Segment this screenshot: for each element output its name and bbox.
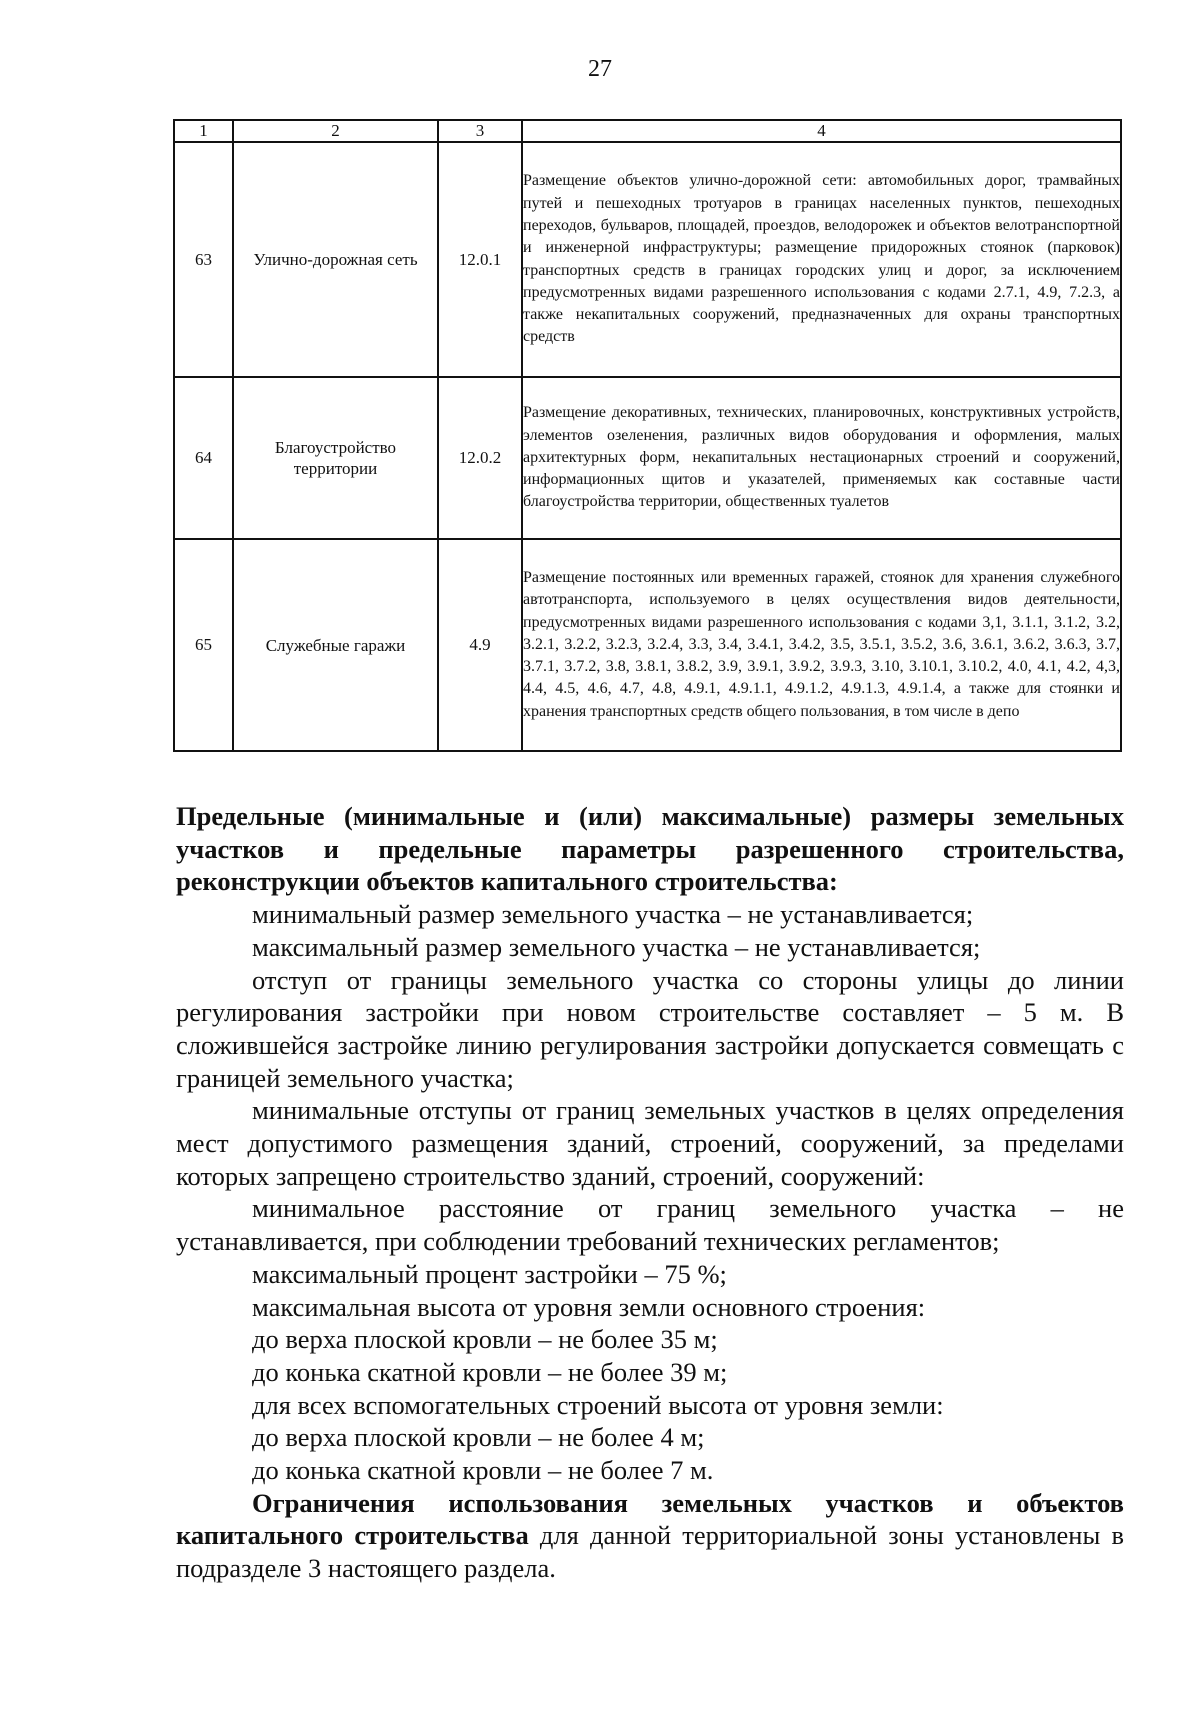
use-type-description: Размещение постоянных или временных гаражей, стоянок для хранения служебного автотранспорта, используемого в целях осуществления видов деятельности, предусмотренных видами разрешенного использования с кодами 3,1, 3.1.1, 3.1.2, 3.2, 3.2.1, 3.2.2, 3.2.3, 3.2.4, 3.3, 3.4, 3.4.1, 3.4.2, 3.5, 3.5.1, 3.5.2, 3.6, 3.6.1, 3.6.2, 3.6.3, 3.7, 3.7.1, 3.7.2, 3.8, 3.8.1, 3.8.2, 3.9, 3.9.1, 3.9.2, 3.9.3, 3.10, 3.10.1, 3.10.2, 4.0, 4.1, 4.2, 4,3, 4.4, 4.5, 4.6, 4.7, 4.8, 4.9.1, 4.9.1.1, 4.9.1.2, 4.9.1.3, 4.9.1.4, а также для стоянки и хранения транспортных средств общего пользования, в том числе в депо — [522, 539, 1121, 751]
paragraph: для всех вспомогательных строений высота от уровня земли: — [252, 1389, 944, 1420]
paragraph: минимальный размер земельного участка – не устанавливается; — [252, 899, 974, 930]
paragraph: минимальное расстояние от границ земельного участка – не устанавливается, при соблюдении требований технических регламентов; — [176, 1193, 1124, 1257]
use-type-name: Служебные гаражи — [233, 539, 438, 751]
use-type-name: Благоустройство территории — [233, 377, 438, 539]
use-type-code: 4.9 — [438, 539, 522, 751]
paragraph: максимальный процент застройки – 75 %; — [252, 1258, 727, 1289]
use-type-code: 12.0.2 — [438, 377, 522, 539]
table-header-row — [174, 120, 1121, 142]
table-row — [174, 142, 1121, 377]
row-number: 65 — [174, 539, 233, 751]
table-row — [174, 539, 1121, 751]
column-header: 4 — [522, 120, 1121, 142]
paragraph — [176, 1487, 1124, 1585]
paragraph: отступ от границы земельного участка со стороны улицы до линии регулирования застройки при новом строительстве составляет – 5 м. В сложившейся застройке линию регулирования застройки допускается совмещать с границей земельного участка; — [176, 964, 1124, 1093]
section-heading: Предельные (минимальные и (или) максимальные) размеры земельных участков и предельные параметры разрешенного строительства, реконструкции объектов капитального строительства: — [176, 801, 1124, 897]
paragraph: минимальные отступы от границ земельных участков в целях определения мест допустимого размещения зданий, строений, сооружений, за пределами которых запрещено строительство зданий, строений, сооружений: — [176, 1095, 1124, 1191]
body-text — [176, 800, 1124, 1585]
paragraph: до конька скатной кровли – не более 39 м; — [252, 1356, 728, 1387]
use-type-code: 12.0.1 — [438, 142, 522, 377]
column-header: 2 — [233, 120, 438, 142]
use-type-description: Размещение объектов улично-дорожной сети: автомобильных дорог, трамвайных путей и пешеходных тротуаров в границах населенных пунктов, пешеходных переходов, бульваров, площадей, проездов, велодорожек и объектов велотранспортной и инженерной инфраструктуры; размещение придорожных стоянок (парковок) транспортных средств в границах городских улиц и дорог, за исключением предусмотренных видами разрешенного использования с кодами 2.7.1, 4.9, 7.2.3, а также некапитальных сооружений, предназначенных для охраны транспортных средств — [522, 142, 1121, 377]
land-use-table — [173, 119, 1122, 752]
paragraph: максимальная высота от уровня земли основного строения: — [252, 1291, 926, 1322]
restrictions-bold-text: Ограничения использования земельных участков и объектов капитального строительства — [176, 1487, 1124, 1551]
row-number: 63 — [174, 142, 233, 377]
use-type-name: Улично-дорожная сеть — [233, 142, 438, 377]
column-header: 3 — [438, 120, 522, 142]
table-row — [174, 377, 1121, 539]
column-header: 1 — [174, 120, 233, 142]
page-number: 27 — [588, 56, 612, 82]
use-type-description: Размещение декоративных, технических, планировочных, конструктивных устройств, элементов озеленения, различных видов оборудования и оформления, малых архитектурных форм, некапитальных нестационарных строений и сооружений, информационных щитов и указателей, применяемых как составные части благоустройства территории, общественных туалетов — [522, 377, 1121, 539]
paragraph: до верха плоской кровли – не более 35 м; — [252, 1324, 718, 1355]
paragraph: максимальный размер земельного участка – не устанавливается; — [252, 931, 981, 962]
restrictions-text: для данной территориальной зоны установлены в подразделе 3 настоящего раздела. — [176, 1520, 1124, 1584]
paragraph: до конька скатной кровли – не более 7 м. — [252, 1455, 714, 1486]
paragraph: до верха плоской кровли – не более 4 м; — [252, 1422, 705, 1453]
row-number: 64 — [174, 377, 233, 539]
